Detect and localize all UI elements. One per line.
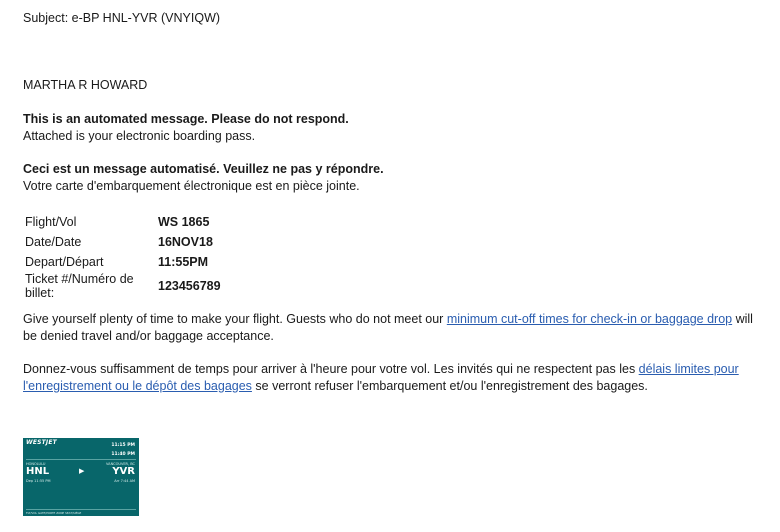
english-attachment-note: Attached is your electronic boarding pass.	[23, 129, 256, 143]
pass-footer-divider	[26, 509, 136, 510]
french-automated-notice: Ceci est un message automatisé. Veuillez ne pas y répondre.	[23, 162, 384, 176]
french-cutoff-text-after: se verront refuser l'embarquement et/ou l'enregistrement des bagages.	[251, 379, 648, 393]
destination-code: YVR	[112, 466, 135, 477]
french-cutoff-notice	[23, 361, 753, 395]
french-cutoff-link[interactable]: délais limites pour l'enregistrement ou le dépôt des bagages	[23, 362, 739, 393]
date-row	[23, 232, 223, 252]
origin-departure-time: Dep 11:55 PM	[26, 479, 51, 483]
english-cutoff-text-before: Give yourself plenty of time to make your flight. Guests who do not meet our	[23, 312, 447, 326]
origin-city: HONOLULU	[26, 462, 46, 466]
ticket-label: Ticket #/Numéro de billet:	[25, 272, 134, 300]
english-cutoff-link[interactable]: minimum cut-off times for check-in or baggage drop	[446, 312, 733, 326]
boarding-pass-thumbnail[interactable]	[23, 438, 139, 516]
depart-label: Depart/Départ	[25, 255, 104, 269]
destination-city: VANCOUVER, BC	[106, 462, 135, 466]
boarding-time: 11:15 PM	[111, 443, 135, 448]
flight-value: WS 1865	[158, 215, 210, 229]
ticket-value: 123456789	[158, 279, 221, 293]
date-value: 16NOV18	[158, 235, 213, 249]
french-attachment-note: Votre carte d'embarquement électronique est en pièce jointe.	[23, 179, 360, 193]
arrow-right-icon: ▶	[79, 467, 85, 475]
pass-footer-labels: FLT/VOL GATE/PORTE ZONE SEAT/SIÈGE	[26, 511, 82, 515]
french-intro	[23, 161, 384, 195]
destination-arrival-time: Arr 7:44 AM	[114, 479, 135, 483]
flight-row	[23, 212, 223, 232]
westjet-logo: WESTJET	[26, 439, 57, 446]
depart-row	[23, 252, 223, 272]
email-subject: Subject: e-BP HNL-YVR (VNYIQW)	[23, 11, 221, 25]
english-automated-notice: This is an automated message. Please do not respond.	[23, 112, 349, 126]
ticket-row	[23, 272, 223, 300]
english-cutoff-notice	[23, 311, 753, 345]
door-close-time: 11:40 PM	[111, 452, 135, 457]
depart-value: 11:55PM	[158, 255, 209, 269]
english-cutoff-text-after: will be denied travel and/or baggage acceptance.	[23, 312, 753, 343]
origin-code: HNL	[26, 466, 50, 477]
french-cutoff-text-before: Donnez-vous suffisamment de temps pour arriver à l'heure pour votre vol. Les invités qui ne respectent pas les	[23, 362, 639, 376]
flight-details-table	[23, 212, 223, 300]
pass-divider	[26, 459, 136, 460]
english-intro	[23, 111, 349, 145]
passenger-name: MARTHA R HOWARD	[23, 78, 148, 92]
flight-label: Flight/Vol	[25, 215, 77, 229]
date-label: Date/Date	[25, 235, 82, 249]
